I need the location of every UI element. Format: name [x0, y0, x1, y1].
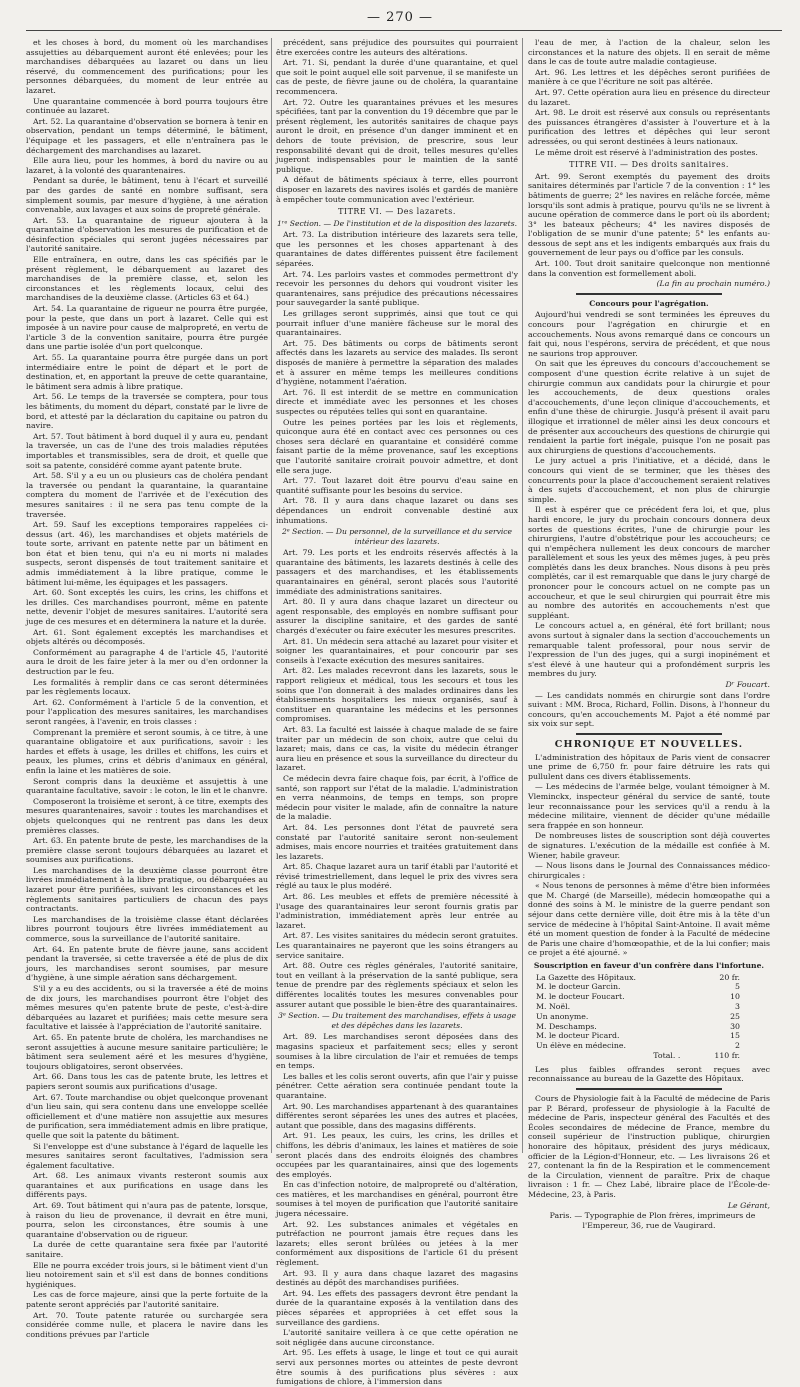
- col2-section1-paragraphs: [276, 230, 518, 525]
- paragraph: Elle ne pourra excéder trois jours, si le bâtiment vient d'un lieu notoirement sain et s'il est dans de bonnes conditions hygiéniques.: [26, 1260, 268, 1289]
- paragraph: Art. 68. Les animaux vivants resteront soumis aux quarantaines et aux purifications en usage dans les différents pays.: [26, 1171, 268, 1200]
- paragraph: l'eau de mer, à l'action de la chaleur, selon les circonstances et la nature des objets. Il en serait de même dans le cas de toute autre maladie contagieuse.: [528, 38, 770, 67]
- paragraph: Pendant sa durée, le bâtiment, tenu à l'écart et surveillé par des gardes de santé en nombre suffisant, sera simplement soumis, par mesure d'hygiène, à une aération convenable, aux lavages et aux soins de propreté générale.: [26, 176, 268, 215]
- paragraph: De nombreuses listes de souscription sont déjà couvertes de signatures. L'exécution de la médaille est confiée à M. Wiener, habile graveur.: [528, 831, 770, 860]
- contest-results: — Les candidats nommés en chirurgie sont dans l'ordre suivant : MM. Broca, Richard, Follin. Disons, à l'honneur du concours, qu'en accouchements M. Pajot a été nommé par six voix sur sept.: [528, 690, 770, 729]
- subscription-row: [528, 992, 770, 1002]
- paragraph: Art. 78. Il y aura dans chaque lazaret ou dans ses dépendances un endroit convenable destiné aux inhumations.: [276, 496, 518, 525]
- paragraph: Art. 56. Le temps de la traversée se comptera, pour tous les bâtiments, du moment du départ, constaté par le livre de bord, et attesté par la déclaration du capitaine ou patron du navire.: [26, 392, 268, 431]
- paragraph: Aujourd'hui vendredi se sont terminées les épreuves du concours pour l'agrégation en chirurgie et en accouchements. Nous avons remarqué dans ce concours un fait qui, nous l'espérons, servira de précédent, et que nous ne saurions trop approuver.: [528, 310, 770, 358]
- paragraph: Art. 61. Sont également exceptés les marchandises et objets altérés ou décomposés.: [26, 627, 268, 647]
- paragraph: Art. 59. Sauf les exceptions temporaires rappelées ci-dessus (art. 46), les marchandises et objets matériels de toute sorte, arrivant en patente nette par un bâtiment en bon état et bien tenu, qui n'a eu ni morts ni malades suspects, seront dispensés de tout traitement sanitaire et admis immédiatement à la libre pratique, comme le bâtiment lui-même, les équipages et les passagers.: [26, 520, 268, 587]
- donor-name: M. Noël.: [536, 1002, 571, 1012]
- paragraph: Ce médecin devra faire chaque fois, par écrit, à l'office de santé, son rapport sur l'état de la maladie. L'administration en verra néanmoins, de temps en temps, son propre médecin pour visiter le malade, afin de connaître la nature de la maladie.: [276, 773, 518, 822]
- col2-section3-paragraphs: [276, 1032, 518, 1386]
- column-middle: [276, 38, 518, 1387]
- paragraph: Art. 94. Les effets des passagers devront être pendant la durée de la quarantaine exposés à la ventilation dans des pièces séparées et appropriées à cet effet sous la surveillance des gardiens.: [276, 1288, 518, 1327]
- paragraph: Art. 82. Les malades recevront dans les lazarets, sous le rapport religieux et médical, tous les secours et tous les soins que l'on donnerait à des malades ordinaires dans les établissements hospitaliers les mieux organisés, sauf à constituer en quarantaine les médecins et les personnes compromises.: [276, 666, 518, 724]
- subscription-row: [528, 1031, 770, 1041]
- title-droits-sanitaires: TITRE VII. — Des droits sanitaires.: [569, 160, 729, 170]
- paragraph: — Les médecins de l'armée belge, voulant témoigner à M. Vleminckx, inspecteur général du service de santé, toute leur reconnaissance pour les services qu'il a rendu à la médecine militaire, viennent de décider qu'une médaille sera frappée en son honneur.: [528, 782, 770, 830]
- subscription-note: Les plus faibles offrandes seront reçues avec reconnaissance au bureau de la Gazette des Hôpitaux.: [528, 1064, 770, 1084]
- paragraph: La durée de cette quarantaine sera fixée par l'autorité sanitaire.: [26, 1240, 268, 1260]
- column-left: [26, 38, 268, 1339]
- subscription-row: [528, 982, 770, 992]
- donor-name: Un anonyme.: [536, 1011, 589, 1021]
- paragraph: Art. 99. Seront exemptés du payement des droits sanitaires déterminés par l'article 7 de la convention : 1° les bâtiments de guerre; 2° les navires en relâche forcée, même lorsqu'ils sont admis à pratique, pourvu qu'ils ne se livrent à aucune opération de commerce dans le port où ils abordent; 3° les bateaux pêcheurs; 4° les navires disposés de l'obligation de se munir d'une patente; 5° les enfants au-dessous de sept ans et les indigents embarqués aux frais du gouvernement de leur pays ou d'office par les consuls.: [528, 171, 770, 258]
- paragraph: Art. 62. Conformément à l'article 5 de la convention, et pour l'application des mesures sanitaires, les marchandises seront rangées, à l'avenir, en trois classes :: [26, 697, 268, 726]
- paragraph: A défaut de bâtiments spéciaux à terre, elles pourront disposer en lazarets des navires isolés et gardés de manière à empêcher toute communication avec l'extérieur.: [276, 175, 518, 204]
- header-rule: [26, 30, 782, 31]
- donation-amount: 3: [735, 1002, 740, 1012]
- paragraph: Art. 64. En patente brute de fièvre jaune, sans accident pendant la traversée, si cette traversée a été de plus de dix jours, les marchandises seront soumises, par mesure d'hygiène, à une simple aération sans déchargement.: [26, 944, 268, 983]
- column-divider: [522, 38, 523, 1153]
- paragraph: Art. 85. Chaque lazaret aura un tarif établi par l'autorité et révisé trimestriellement, dans lequel le prix des vivres sera réglé au taux le plus modéré.: [276, 862, 518, 891]
- paragraph: Art. 60. Sont exceptés les cuirs, les crins, les chiffons et les drilles. Ces marchandises pourront, même en patente nette, devenir l'objet de mesures sanitaires. L'autorité sera juge de ces mesures et en déterminera la nature et la durée.: [26, 588, 268, 627]
- paragraph: Outre les peines portées par les lois et règlements, quiconque aura été en contact avec ces personnes ou ces choses sera déclaré en quarantaine et considéré comme faisant partie de la même provenance, sauf les exceptions que l'autorité sanitaire croirait pouvoir admettre, et dont elle sera juge.: [276, 417, 518, 475]
- paragraph: Les formalités à remplir dans ce cas seront déterminées par les règlements locaux.: [26, 677, 268, 697]
- section-separator: [576, 733, 721, 735]
- total-label: Total. .: [653, 1051, 681, 1060]
- contest-heading: Concours pour l'agrégation.: [589, 298, 709, 308]
- page-number: — 270 —: [366, 10, 434, 25]
- paragraph: Art. 97. Cette opération aura lieu en présence du directeur du lazaret.: [528, 87, 770, 107]
- printer-imprint: Paris. — Typographie de Plon frères, imprimeurs de l'Empereur, 36, rue de Vaugirard.: [549, 1211, 756, 1230]
- author-signature: Dʳ Foucart.: [725, 680, 770, 689]
- subscription-heading: Souscription en faveur d'un confrère dans l'infortune.: [533, 961, 765, 971]
- col3-intro-paragraphs: [528, 38, 770, 157]
- paragraph: Art. 81. Un médecin sera attaché au lazaret pour visiter et soigner les quarantainaires, et pour concourir par ses conseils à l'exacte exécution des mesures sanitaires.: [276, 636, 518, 665]
- paragraph: L'administration des hôpitaux de Paris vient de consacrer une prime de 6,750 fr. pour faire détruire les rats qui pullulent dans ces divers établissements.: [528, 752, 770, 781]
- section-personnel-heading: 2ᵉ Section. — Du personnel, de la surveillance et du service intérieur des lazarets.: [281, 527, 513, 546]
- paragraph: Art. 90. Les marchandises appartenant à des quarantaines différentes seront séparées les unes des autres et placées, autant que possible, dans des magasins différents.: [276, 1101, 518, 1130]
- paragraph: Seront compris dans la deuxième et assujettis à une quarantaine facultative, savoir : le coton, le lin et le chanvre.: [26, 776, 268, 796]
- paragraph: et les choses à bord, du moment où les marchandises assujetties au débarquement auront été enlevées; pour les marchandises débarquées au lazaret ou dans un lieu réservé, du commencement des purifications; pour les personnes débarquées, du moment de leur entrée au lazaret.: [26, 38, 268, 95]
- paragraph: Art. 66. Dans tous les cas de patente brute, les lettres et papiers seront soumis aux purifications d'usage.: [26, 1072, 268, 1091]
- paragraph: Comprenant la première et seront soumis, à ce titre, à une quarantaine obligatoire et aux purifications, savoir : les hardes et effets à usage, les drilles et chiffons, les cuirs et peaux, les plumes, crins et débris d'animaux en général, enfin la laine et les matières de soie.: [26, 727, 268, 775]
- subscription-row: [528, 1002, 770, 1012]
- paragraph: Art. 73. La distribution intérieure des lazarets sera telle, que les personnes et les choses appartenant à des quarantaines de dates différentes puissent être facilement séparées.: [276, 230, 518, 269]
- paragraph: Art. 71. Si, pendant la durée d'une quarantaine, et quel que soit le point auquel elle soit parvenue, il se manifeste un cas de peste, de fièvre jaune ou de choléra, la quarantaine recommencera.: [276, 58, 518, 96]
- donation-amount: 25: [730, 1011, 740, 1021]
- paragraph: Il est à espérer que ce précédent fera loi, et que, plus hardi encore, le jury du prochain concours donnera deux sortes de questions écrites, l'une de chirurgie pour les chirurgiens, l'autre d'obstétrique pour les accoucheurs; ce qui n'empêchera nullement les deux concours de marcher parallèlement et sous les yeux des mêmes juges, à peu près complètés dans les deux branches. Nous disons à peu près complètés, car il est remarquable que dans le jury chargé de prononcer pour le concours actuel on ne compte pas un accoucheur, et que le seul chirurgien qui pourrait être mis au nombre des autorités en accouchements n'est que suppléant.: [528, 505, 770, 620]
- paragraph: Art. 93. Il y aura dans chaque lazaret des magasins destinés au dépôt des marchandises purifiées.: [276, 1268, 518, 1288]
- paragraph: Une quarantaine commencée à bord pourra toujours être continuée au lazaret.: [26, 96, 268, 116]
- section-separator: [576, 293, 721, 295]
- section-marchandises-heading: 3ᵉ Section. — Du traitement des marchandises, effets à usage et des dépêches dans les lazarets.: [278, 1011, 516, 1030]
- col3-title7-paragraphs: [528, 172, 770, 279]
- paragraph: Art. 92. Les substances animales et végétales en putréfaction ne pourront jamais être reçues dans les lazarets; elles seront brûlées ou jetées à la mer conformément aux dispositions de l'article 61 du présent règlement.: [276, 1219, 518, 1268]
- manager-signature: Le Gérant,: [727, 1200, 770, 1210]
- subscription-row: [528, 1041, 770, 1051]
- paragraph: Art. 65. En patente brute de choléra, les marchandises ne seront assujetties à aucune mesure sanitaire particulière; le bâtiment sera seulement aéré et les mesures d'hygiène, toujours obligatoires, seront observées.: [26, 1032, 268, 1071]
- chronicle-heading: CHRONIQUE ET NOUVELLES.: [554, 738, 744, 750]
- paragraph: Art. 57. Tout bâtiment à bord duquel il y aura eu, pendant la traversée, un cas de l'une des trois maladies réputées importables et transmissibles, sera de droit, et quelle que soit sa patente, considéré comme ayant patente brute.: [26, 431, 268, 470]
- paragraph: Les marchandises de la deuxième classe pourront être livrées immédiatement à la libre pratique, ou débarquées au lazaret pour être purifiées, suivant les circonstances et les règlements sanitaires particuliers de chacun des pays contractants.: [26, 865, 268, 914]
- subscription-row: [528, 1012, 770, 1022]
- total-amount: 110 fr.: [714, 1051, 740, 1060]
- paragraph: Art. 96. Les lettres et les dépêches seront purifiées de manière à ce que l'écriture ne soit pas altérée.: [528, 67, 770, 87]
- paragraph: L'autorité sanitaire veillera à ce que cette opération ne soit négligée dans aucune circonstance.: [276, 1328, 518, 1347]
- paragraph: Art. 98. Le droit est réservé aux consuls ou représentants des puissances étrangères d'assister à l'ouverture et à la purification des lettres et dépêches qui leur seront adressées, ou qui seront destinées à leurs nationaux.: [528, 108, 770, 146]
- paragraph: Elle entraînera, en outre, dans les cas spécifiés par le présent règlement, le débarquement au lazaret des marchandises de la première classe, et, selon les circonstances et les règlements locaux, celui des marchandises de la deuxième classe. (Articles 63 et 64.): [26, 255, 268, 303]
- subscription-row: [528, 1022, 770, 1032]
- paragraph: Art. 84. Les personnes dont l'état de pauvreté sera constaté par l'autorité sanitaire seront non-seulement admises, mais encore nourries et traitées gratuitement dans les lazarets.: [276, 822, 518, 861]
- subscription-row: [528, 973, 770, 983]
- section-institution-heading: 1ʳᵉ Section. — De l'institution et de la disposition des lazarets.: [276, 218, 518, 228]
- paragraph: Art. 58. S'il y a eu un ou plusieurs cas de choléra pendant la traversée ou pendant la quarantaine, la quarantaine comptera du moment de l'arrivée et de l'exécution des mesures sanitaires : il ne sera pas tenu compte de la traversée.: [26, 471, 268, 519]
- paragraph: Art. 69. Tout bâtiment qui n'aura pas de patente, lorsque, à raison du lieu de provenance, il devrait en être muni, pourra, selon les circonstances, être soumis à une quarantaine d'observation ou de rigueur.: [26, 1201, 268, 1239]
- paragraph: En cas d'infection notoire, de malpropreté ou d'altération, ces matières, et les marchandises en général, pourront être soumises à tel moyen de purification que l'autorité sanitaire jugera nécessaire.: [276, 1180, 518, 1219]
- paragraph: « Nous tenons de personnes à même d'être bien informées que M. Chargé (de Marseille), médecin homœopathe qui a donné des soins à M. le ministre de la guerre pendant son séjour dans cette dernière ville, doit être mis à la tête d'un service de médecine à l'hôpital Saint-Antoine. Il avait même été un moment question de fonder à la Faculté de médecine de Paris une chaire d'homœopathie, et de la lui confier; mais ce projet a été ajourné. »: [528, 881, 770, 958]
- paragraph: Art. 74. Les parloirs vastes et commodes permettront d'y recevoir les personnes du dehors qui voudront visiter les quarantenaires, sans préjudice des précautions nécessaires pour sauvegarder la santé publique.: [276, 269, 518, 308]
- paragraph: Art. 91. Les peaux, les cuirs, les crins, les drilles et chiffons, les débris d'animaux, les laines et matières de soie seront placés dans des endroits éloignés des chambres occupées par les quarantainaires, ainsi que des logements des employés.: [276, 1131, 518, 1179]
- paragraph: Si l'enveloppe est d'une substance à l'égard de laquelle les mesures sanitaires seront facultatives, l'admission sera également facultative.: [26, 1141, 268, 1170]
- paragraph: On sait que les épreuves du concours d'accouchement se composent d'une question écrite relative à un sujet de chirurgie commun aux candidats pour la chirurgie et pour les accouchements, de deux questions orales d'accouchements, d'une leçon clinique d'accouchements, et enfin d'une thèse de chirurgie. Jusqu'à présent il avait paru illogique et irrationnel de mêler ainsi les deux concours et de présenter aux accoucheurs des questions de chirurgie qui rendaient la partie fort inégale, puisque l'on ne posait pas aux chirurgiens de questions d'accouchements.: [528, 359, 770, 455]
- donor-name: Un élève en médecine.: [536, 1041, 626, 1051]
- donor-name: M. le docteur Picard.: [536, 1031, 620, 1041]
- donation-amount: 10: [730, 992, 740, 1002]
- paragraph: Art. 83. La faculté est laissée à chaque malade de se faire traiter par un médecin de son choix, autre que celui du lazaret; mais, dans ce cas, la visite du médecin étranger aura lieu en présence et sous la surveillance du directeur du lazaret.: [276, 724, 518, 773]
- paragraph: Les marchandises de la troisième classe étant déclarées libres pourront toujours être livrées immédiatement au commerce, sous la surveillance de l'autorité sanitaire.: [26, 914, 268, 944]
- paragraph: Art. 72. Outre les quarantaines prévues et les mesures spécifiées, tant par la convention du 19 décembre que par le présent règlement, les autorités sanitaires de chaque pays auront le droit, en présence d'un danger imminent et en dehors de toute prévision, de prescrire, sous leur responsabilité devant qui de droit, telles mesures qu'elles jugeront indispensables pour le maintien de la santé publique.: [276, 97, 518, 174]
- donation-amount: 5: [735, 982, 740, 992]
- paragraph: Art. 53. La quarantaine de rigueur ajoutera à la quarantaine d'observation les mesures de purification et de désinfection spéciales qui seront jugées nécessaires par l'autorité sanitaire.: [26, 215, 268, 254]
- donation-amount: 15: [730, 1031, 740, 1041]
- paragraph: Art. 76. Il est interdit de se mettre en communication directe et immédiate avec les personnes et les choses suspectes ou réputées telles qui sont en quarantaine.: [276, 387, 518, 416]
- donor-name: M. le docteur Garcin.: [536, 982, 621, 992]
- col2-section2-paragraphs: [276, 548, 518, 1009]
- title-lazarets: TITRE VI. — Des lazarets.: [338, 207, 456, 217]
- paragraph: Art. 87. Les visites sanitaires du médecin seront gratuites. Les quarantainaires ne payeront que les soins étrangers au service sanitaire.: [276, 931, 518, 960]
- paragraph: Le concours actuel a, en général, été fort brillant; nous avons surtout à signaler dans la section d'accouchements un remarquable talent professoral, pour nous servir de l'expression de l'un des juges, qui a surgi inopinément et s'est élevé à une hauteur qui a profondément surpris les membres du jury.: [528, 621, 770, 679]
- donor-name: M. Deschamps.: [536, 1021, 597, 1031]
- paragraph: Elle aura lieu, pour les hommes, à bord du navire ou au lazaret, à la volonté des quarantenaires.: [26, 156, 268, 175]
- paragraph: Art. 88. Outre ces règles générales, l'autorité sanitaire, tout en veillant à la préservation de la santé publique, sera tenue de prendre par des règlements spéciaux et selon les différentes localités toutes les mesures convenables pour assurer autant que possible le bien-être des quarantainaires.: [276, 961, 518, 1009]
- paragraph: — Nous lisons dans le Journal des Connaissances médico-chirurgicales :: [528, 861, 770, 880]
- paragraph: Conformément au paragraphe 4 de l'article 45, l'autorité aura le droit de les faire jeter à la mer ou d'en ordonner la destruction par le feu.: [26, 647, 268, 676]
- paragraph: Art. 95. Les effets à usage, le linge et tout ce qui aurait servi aux personnes mortes ou atteintes de peste devront être soumis à des purifications plus sévères : aux fumigations de chlore, à l'immersion dans: [276, 1348, 518, 1387]
- donation-amount: 20 fr.: [719, 972, 740, 982]
- paragraph: Art. 89. Les marchandises seront déposées dans des magasins spacieux et parfaitement secs; elles y seront soumises à la libre circulation de l'air et remuées de temps en temps.: [276, 1032, 518, 1071]
- donation-amount: 2: [735, 1041, 740, 1051]
- continued-note: (La fin au prochain numéro.): [656, 279, 770, 289]
- paragraph: Art. 52. La quarantaine d'observation se bornera à tenir en observation, pendant un temps déterminé, le bâtiment, l'équipage et les passagers, et elle n'entraînera pas le déchargement des marchandises au lazaret.: [26, 116, 268, 155]
- paragraph: Art. 63. En patente brute de peste, les marchandises de la première classe seront toujours débarquées au lazaret et soumises aux purifications.: [26, 836, 268, 865]
- paragraph: Les grillages seront supprimés, ainsi que tout ce qui pourrait influer d'une manière fâcheuse sur le moral des quarantainaires.: [276, 309, 518, 338]
- paragraph: Le même droit est réservé à l'administration des postes.: [535, 147, 758, 157]
- paragraph: Art. 86. Les meubles et effets de première nécessité à l'usage des quarantainaires leur seront fournis gratis par l'administration, immédiatement après leur entrée au lazaret.: [276, 892, 518, 930]
- paragraph: Art. 80. Il y aura dans chaque lazaret un directeur ou agent responsable, des employés en nombre suffisant pour assurer la discipline sanitaire, et des gardes de santé chargés d'exécuter ou faire exécuter les mesures prescrites.: [276, 597, 518, 636]
- col2-intro-paragraphs: [276, 38, 518, 204]
- donor-name: M. le docteur Foucart.: [536, 992, 625, 1002]
- col1-paragraphs: [26, 38, 268, 1339]
- paragraph: Art. 67. Toute marchandise ou objet quelconque provenant d'un lieu sain, qui sera contenu dans une enveloppe scellée officiellement et d'une matière non assujettie aux mesures de purification, sera immédiatement admis en libre pratique, quelle que soit la patente du bâtiment.: [26, 1092, 268, 1140]
- paragraph: Art. 75. Des bâtiments ou corps de bâtiments seront affectés dans les lazarets au service des malades. Ils seront disposés de manière à permettre la séparation des malades et à assurer en même temps les meilleures conditions d'hygiène, notamment l'aération.: [276, 338, 518, 387]
- paragraph: Art. 79. Les ports et les endroits réservés affectés à la quarantaine des bâtiments, les lazarets destinés à celle des passagers et des marchandises, et les établissements quarantainaires en général, seront placés sous l'autorité immédiate des administrations sanitaires.: [276, 548, 518, 596]
- paragraph: Art. 70. Toute patente raturée ou surchargée sera considérée comme nulle, et placera le navire dans les conditions prévues par l'article: [26, 1310, 268, 1339]
- contest-paragraphs: [528, 310, 770, 679]
- section-separator: [576, 1088, 721, 1090]
- paragraph: Art. 100. Tout droit sanitaire quelconque non mentionné dans la convention est formellement aboli.: [528, 259, 770, 278]
- paragraph: Le jury actuel a pris l'initiative, et a décidé, dans le concours qui vient de se terminer, que les thèses des concurrents pour la place d'accouchement seraient relatives à des sujets d'accouchement, et non plus de chirurgie simple.: [528, 456, 770, 504]
- column-divider: [271, 38, 272, 1153]
- paragraph: précédent, sans préjudice des poursuites qui pourraient être exercées contre les auteurs des altérations.: [276, 38, 518, 57]
- paragraph: Art. 54. La quarantaine de rigueur ne pourra être purgée, pour la peste, que dans un port à lazaret. Celle qui est imposée à un navire pour cause de malpropreté, en vertu de l'article 3 de la convention sanitaire, pourra être purgée dans une partie isolée d'un port quelconque.: [26, 304, 268, 352]
- subscription-table: [528, 973, 770, 1061]
- paragraph: Art. 55. La quarantaine pourra être purgée dans un port intermédiaire entre le point de départ et le port de destination, et, en apportant la preuve de cette quarantaine, le bâtiment sera admis à libre pratique.: [26, 353, 268, 391]
- paragraph: Composeront la troisième et seront, à ce titre, exempts des mesures quarantenaires, savoir : toutes les marchandises et objets quelconques qui ne rentrent pas dans les deux premières classes.: [26, 796, 268, 835]
- paragraph: Les balles et les colis seront ouverts, afin que l'air y puisse pénétrer. Cette aération sera continuée pendant toute la quarantaine.: [276, 1071, 518, 1100]
- column-right: [528, 38, 770, 1230]
- subscription-total-row: [528, 1051, 770, 1061]
- chronicle-paragraphs: [528, 753, 770, 958]
- paragraph: Art. 77. Tout lazaret doit être pourvu d'eau saine en quantité suffisante pour les besoins du service.: [276, 476, 518, 495]
- donation-amount: 30: [730, 1021, 740, 1031]
- paragraph: S'il y a eu des accidents, ou si la traversée a été de moins de dix jours, les marchandises pourront être l'objet des mêmes mesures qu'en patente brute de peste, c'est-à-dire débarquées au lazaret et purifiées; mais cette mesure sera facultative et laissée à l'appréciation de l'autorité sanitaire.: [26, 984, 268, 1032]
- donor-name: La Gazette des Hôpitaux.: [536, 972, 637, 982]
- paragraph: Les cas de force majeure, ainsi que la perte fortuite de la patente seront appréciés par l'autorité sanitaire.: [26, 1290, 268, 1309]
- course-announcement: Cours de Physiologie fait à la Faculté de médecine de Paris par P. Bérard, professeur de physiologie à la Faculté de médecine de Paris, inspecteur général des Facultés et des Écoles secondaires de médecine de France, membre du conseil supérieur de l'instruction publique, chirurgien honoraire des hôpitaux, président des jurys médicaux, officier de la Légion-d'Honneur, etc. — Les livraisons 26 et 27, contenant la fin de la Respiration et le commencement de la Circulation, viennent de paraître. Prix de chaque livraison : 1 fr. — Chez Labé, libraire place de l'École-de-Médecine, 23, à Paris.: [528, 1093, 770, 1199]
